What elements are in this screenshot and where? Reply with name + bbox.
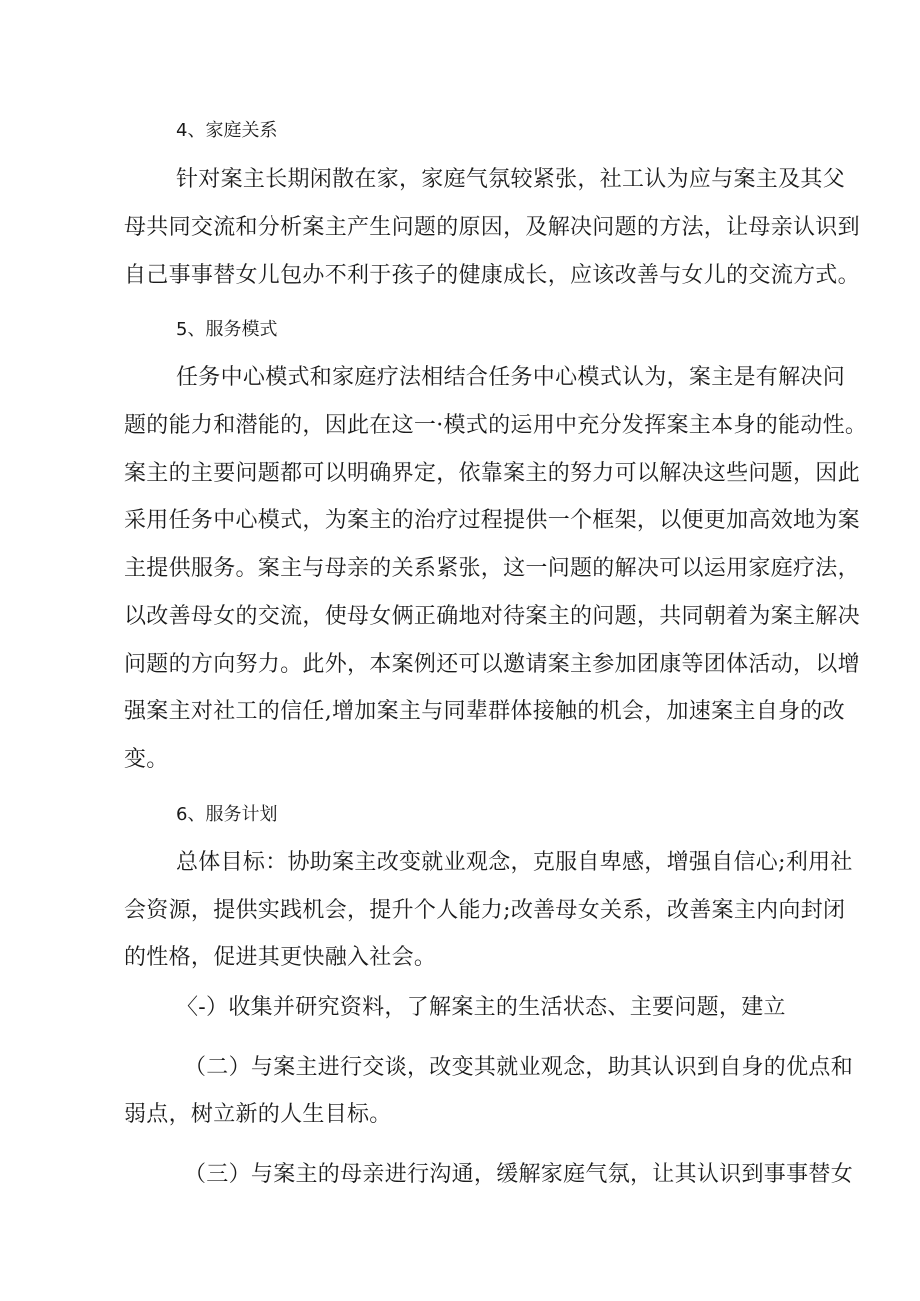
paragraph-line: 问题的方向努力。此外，本案例还可以邀请案主参加团康等团体活动，以增 [124,652,860,677]
paragraph-line: 针对案主长期闲散在家，家庭气氛较紧张，社工认为应与案主及其父 [176,167,846,192]
paragraph-line: 主提供服务。案主与母亲的关系紧张，这一问题的解决可以运用家庭疗法， [124,556,860,581]
paragraph-line: 任务中心模式和家庭疗法相结合任务中心模式认为，案主是有解决问 [176,365,846,390]
paragraph-line: 变。 [124,747,169,772]
paragraph-line: 母共同交流和分析案主产生问题的原因，及解决问题的方法，让母亲认识到 [124,215,860,240]
paragraph-line: 自己事事替女儿包办不利于孩子的健康成长，应该改善与女儿的交流方式。 [124,263,860,288]
paragraph-line: 会资源，提供实践机会，提升个人能力;改善母女关系，改善案主内向封闭 [124,898,846,923]
plan-item-1: 〈-）收集并研究资料，了解案主的生活状态、主要问题，建立 [176,995,786,1020]
paragraph-line: 题的能力和潜能的，因此在这一·模式的运用中充分发挥案主本身的能动性。 [124,413,868,438]
paragraph-line: 采用任务中心模式，为案主的治疗过程提供一个框架，以便更加高效地为案 [124,508,860,533]
paragraph-line: 案主的主要问题都可以明确界定，依靠案主的努力可以解决这些问题，因此 [124,461,860,486]
plan-item-2-continuation: 弱点，树立新的人生目标。 [124,1102,392,1127]
plan-item-3: （三）与案主的母亲进行沟通，缓解家庭气氛，让其认识到事事替女 [184,1162,854,1187]
paragraph-line: 强案主对社工的信任,增加案主与同辈群体接触的机会，加速案主自身的改 [124,699,845,724]
section-heading-service-model: 5、服务模式 [176,319,278,340]
plan-item-2: （二）与案主进行交谈，改变其就业观念，助其认识到自身的优点和 [184,1055,854,1080]
section-heading-family-relations: 4、家庭关系 [176,120,278,141]
paragraph-line: 总体目标：协助案主改变就业观念，克服自卑感，增强自信心;利用社 [176,850,853,875]
paragraph-line: 的性格，促进其更快融入社会。 [124,945,437,970]
section-heading-service-plan: 6、服务计划 [176,804,278,825]
paragraph-line: 以改善母女的交流，使母女俩正确地对待案主的问题，共同朝着为案主解决 [124,604,860,629]
